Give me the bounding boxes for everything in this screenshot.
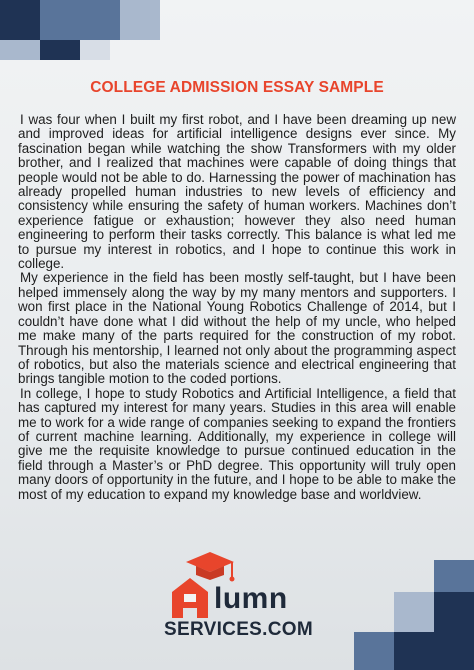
essay-paragraph-3: In college, I hope to study Robotics and Artificial Intelligence, a field that has captured my interest for many years. Studies in this area will enable me to work for a wide range of companies seeking to expand the frontiers of current machine learning. Additionally, my experience in college will give me the requisite knowledge to pursue continued education in the field through a Master’s or PhD degree. This opportunity will truly open many doors of opportunity in the future, and I hope to be able to make the most of my education to expand my knowledge base and worldview. bbox=[18, 385, 456, 502]
decor-square bbox=[394, 592, 434, 632]
logo-letter-a-shape bbox=[172, 578, 208, 618]
page-title: COLLEGE ADMISSION ESSAY SAMPLE bbox=[90, 79, 384, 96]
graduation-cap-icon bbox=[186, 552, 235, 582]
decor-square bbox=[40, 0, 120, 40]
decor-square bbox=[120, 0, 160, 40]
decor-square bbox=[0, 0, 40, 40]
decor-square bbox=[354, 632, 394, 670]
logo-services: SERVICES.COM bbox=[164, 619, 313, 640]
essay-paragraph-2: My experience in the field has been mostly self-taught, but I have been helped immensely along the way by my many mentors and supporters. I won first place in the National Young Robotics Challenge of 2014, but I couldn’t have done what I did without the help of my uncle, who helped me make many of the parts required for the construction of my robot. Through his mentorship, I learned not only about the programming aspect of robotics, but also the materials science and electrical engineering that brings tangible motion to the coded portions. bbox=[18, 270, 456, 387]
decor-square bbox=[394, 632, 474, 670]
decor-square bbox=[434, 592, 474, 632]
essay-paragraph-1: I was four when I built my first robot, and I have been dreaming up new and improved ideas for artificial intelligence designs ever since. My fascination began while watching the show Transformers with my older brother, and I realized that machines were capable of doing things that people would not be able to do. Harnessing the power of machination has already propelled human industries to new levels of efficiency and consistency while ensuring the safety of human workers. Machines don’t experience fatigue or exhaustion; however they also need human engineering to perform their tasks correctly. This balance is what led me to pursue my interest in robotics, and I hope to continue this work in college. bbox=[18, 112, 456, 272]
decor-square bbox=[40, 40, 80, 60]
decor-square bbox=[80, 40, 110, 60]
logo-name: lumn bbox=[214, 582, 288, 615]
decor-square bbox=[434, 560, 474, 592]
alumn-services-logo bbox=[150, 548, 330, 648]
essay-body bbox=[18, 113, 456, 502]
decor-square bbox=[0, 40, 40, 60]
